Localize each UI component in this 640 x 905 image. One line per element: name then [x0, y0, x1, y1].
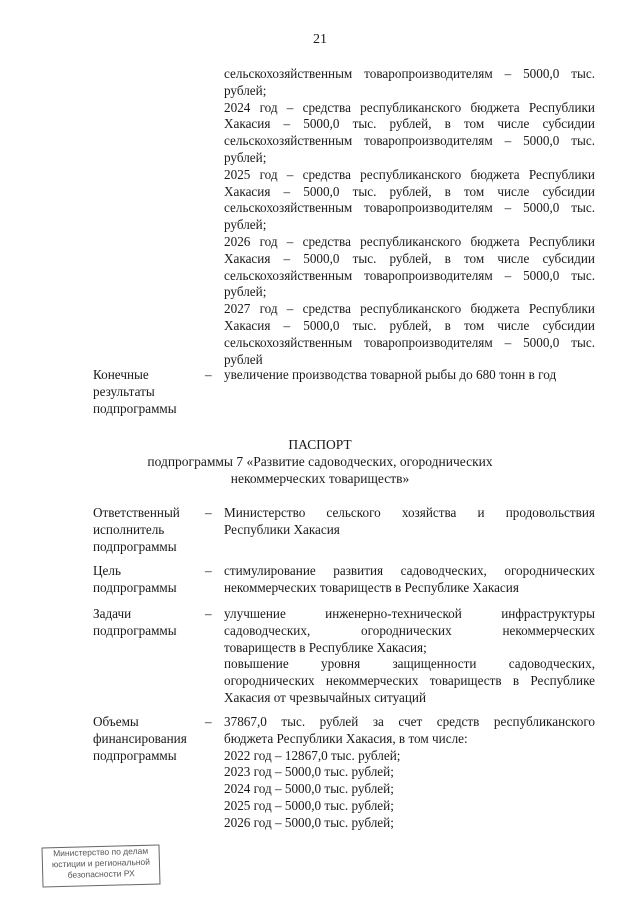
label-line: результаты	[93, 383, 155, 399]
tasks-value	[224, 606, 595, 707]
text-line: повышение уровня защищенности садоводческих,	[224, 656, 595, 672]
text-line: сельскохозяйственным товаропроизводителям – 5000,0 тыс.	[224, 200, 595, 216]
text-line: сельскохозяйственным товаропроизводителям – 5000,0 тыс.	[224, 267, 595, 283]
goal-dash: –	[205, 563, 212, 578]
label-line: подпрограммы	[93, 579, 177, 595]
text-line: сельскохозяйственным товаропроизводителям – 5000,0 тыс.	[224, 334, 595, 350]
text-line: рублей;	[224, 217, 267, 233]
text-line: 2025 год – средства республиканского бюджета Республики	[224, 166, 595, 182]
top-block	[224, 66, 595, 368]
text-line: 2023 год – 5000,0 тыс. рублей;	[224, 764, 394, 780]
tasks-label	[93, 606, 201, 640]
responsible-dash: –	[205, 505, 212, 520]
text-line: сельскохозяйственным товаропроизводителям – 5000,0 тыс.	[224, 133, 595, 149]
passport-subtitle-line: подпрограммы 7 «Развитие садоводческих, огороднических	[147, 454, 493, 469]
text-line: садоводческих, огороднических некоммерческих	[224, 622, 595, 638]
text-line: рублей;	[224, 149, 267, 165]
results-label	[93, 367, 201, 417]
stamp-line: безопасности РХ	[67, 868, 135, 880]
text-line: 37867,0 тыс. рублей за счет средств республиканского	[224, 714, 595, 729]
label-line: подпрограммы	[93, 538, 177, 554]
text-line: 2026 год – 5000,0 тыс. рублей;	[224, 814, 394, 830]
registration-stamp	[41, 844, 160, 887]
text-line: улучшение инженерно-технической инфраструктуры	[224, 606, 595, 621]
text-line: Хакасия – 5000,0 тыс. рублей, в том числе субсидии	[224, 250, 595, 266]
text-line: Хакасия – 5000,0 тыс. рублей, в том числе субсидии	[224, 116, 595, 132]
text-line: увеличение производства товарной рыбы до 680 тонн в год	[224, 367, 557, 382]
text-line: Хакасия – 5000,0 тыс. рублей, в том числе субсидии	[224, 183, 595, 199]
label-line: Конечные	[93, 367, 149, 382]
funding-value	[224, 714, 595, 832]
text-line: рублей	[224, 351, 263, 367]
text-line: 2026 год – средства республиканского бюджета Республики	[224, 233, 595, 249]
text-line: 2027 год – средства республиканского бюджета Республики	[224, 301, 595, 317]
label-line: подпрограммы	[93, 400, 177, 416]
text-line: 2025 год – 5000,0 тыс. рублей;	[224, 797, 394, 813]
results-dash: –	[205, 367, 212, 382]
goal-value	[224, 563, 595, 597]
stamp-line: юстиции и региональной	[51, 856, 151, 870]
text-line: Республики Хакасия	[224, 521, 340, 537]
goal-label	[93, 563, 201, 597]
label-line: финансирования	[93, 730, 187, 746]
passport-heading: ПАСПОРТ	[288, 437, 352, 452]
label-line: исполнитель	[93, 521, 165, 537]
text-line: товариществ в Республике Хакасия;	[224, 639, 427, 655]
responsible-label	[93, 505, 201, 555]
passport-subtitle-line: некоммерческих товариществ»	[230, 471, 410, 486]
text-line: рублей;	[224, 284, 267, 300]
tasks-dash: –	[205, 606, 212, 621]
text-line: Хакасия – 5000,0 тыс. рублей, в том числе субсидии	[224, 317, 595, 333]
text-line: Хакасия от чрезвычайных ситуаций	[224, 689, 427, 705]
label-line: Задачи	[93, 606, 132, 621]
funding-label	[93, 714, 201, 764]
stamp-line: Министерство по делам	[52, 845, 149, 859]
label-line: Цель	[93, 563, 121, 578]
text-line: сельскохозяйственным товаропроизводителям – 5000,0 тыс.	[224, 66, 595, 81]
label-line: Ответственный	[93, 505, 180, 520]
text-line: бюджета Республики Хакасия, в том числе:	[224, 730, 468, 746]
text-line: 2022 год – 12867,0 тыс. рублей;	[224, 747, 401, 763]
text-line: 2024 год – 5000,0 тыс. рублей;	[224, 781, 394, 797]
text-line: 2024 год – средства республиканского бюджета Республики	[224, 99, 595, 115]
results-value	[224, 367, 595, 384]
text-line: Министерство сельского хозяйства и продовольствия	[224, 505, 595, 520]
label-line: подпрограммы	[93, 747, 177, 763]
text-line: огороднических некоммерческих товариществ в Республике	[224, 673, 595, 689]
responsible-value	[224, 505, 595, 539]
label-line: Объемы	[93, 714, 139, 729]
funding-dash: –	[205, 714, 212, 729]
text-line: некоммерческих товариществ в Республике Хакасия	[224, 579, 519, 595]
label-line: подпрограммы	[93, 622, 177, 638]
text-line: стимулирование развития садоводческих, огороднических	[224, 563, 595, 578]
text-line: рублей;	[224, 82, 267, 98]
page-number: 21	[313, 32, 327, 47]
